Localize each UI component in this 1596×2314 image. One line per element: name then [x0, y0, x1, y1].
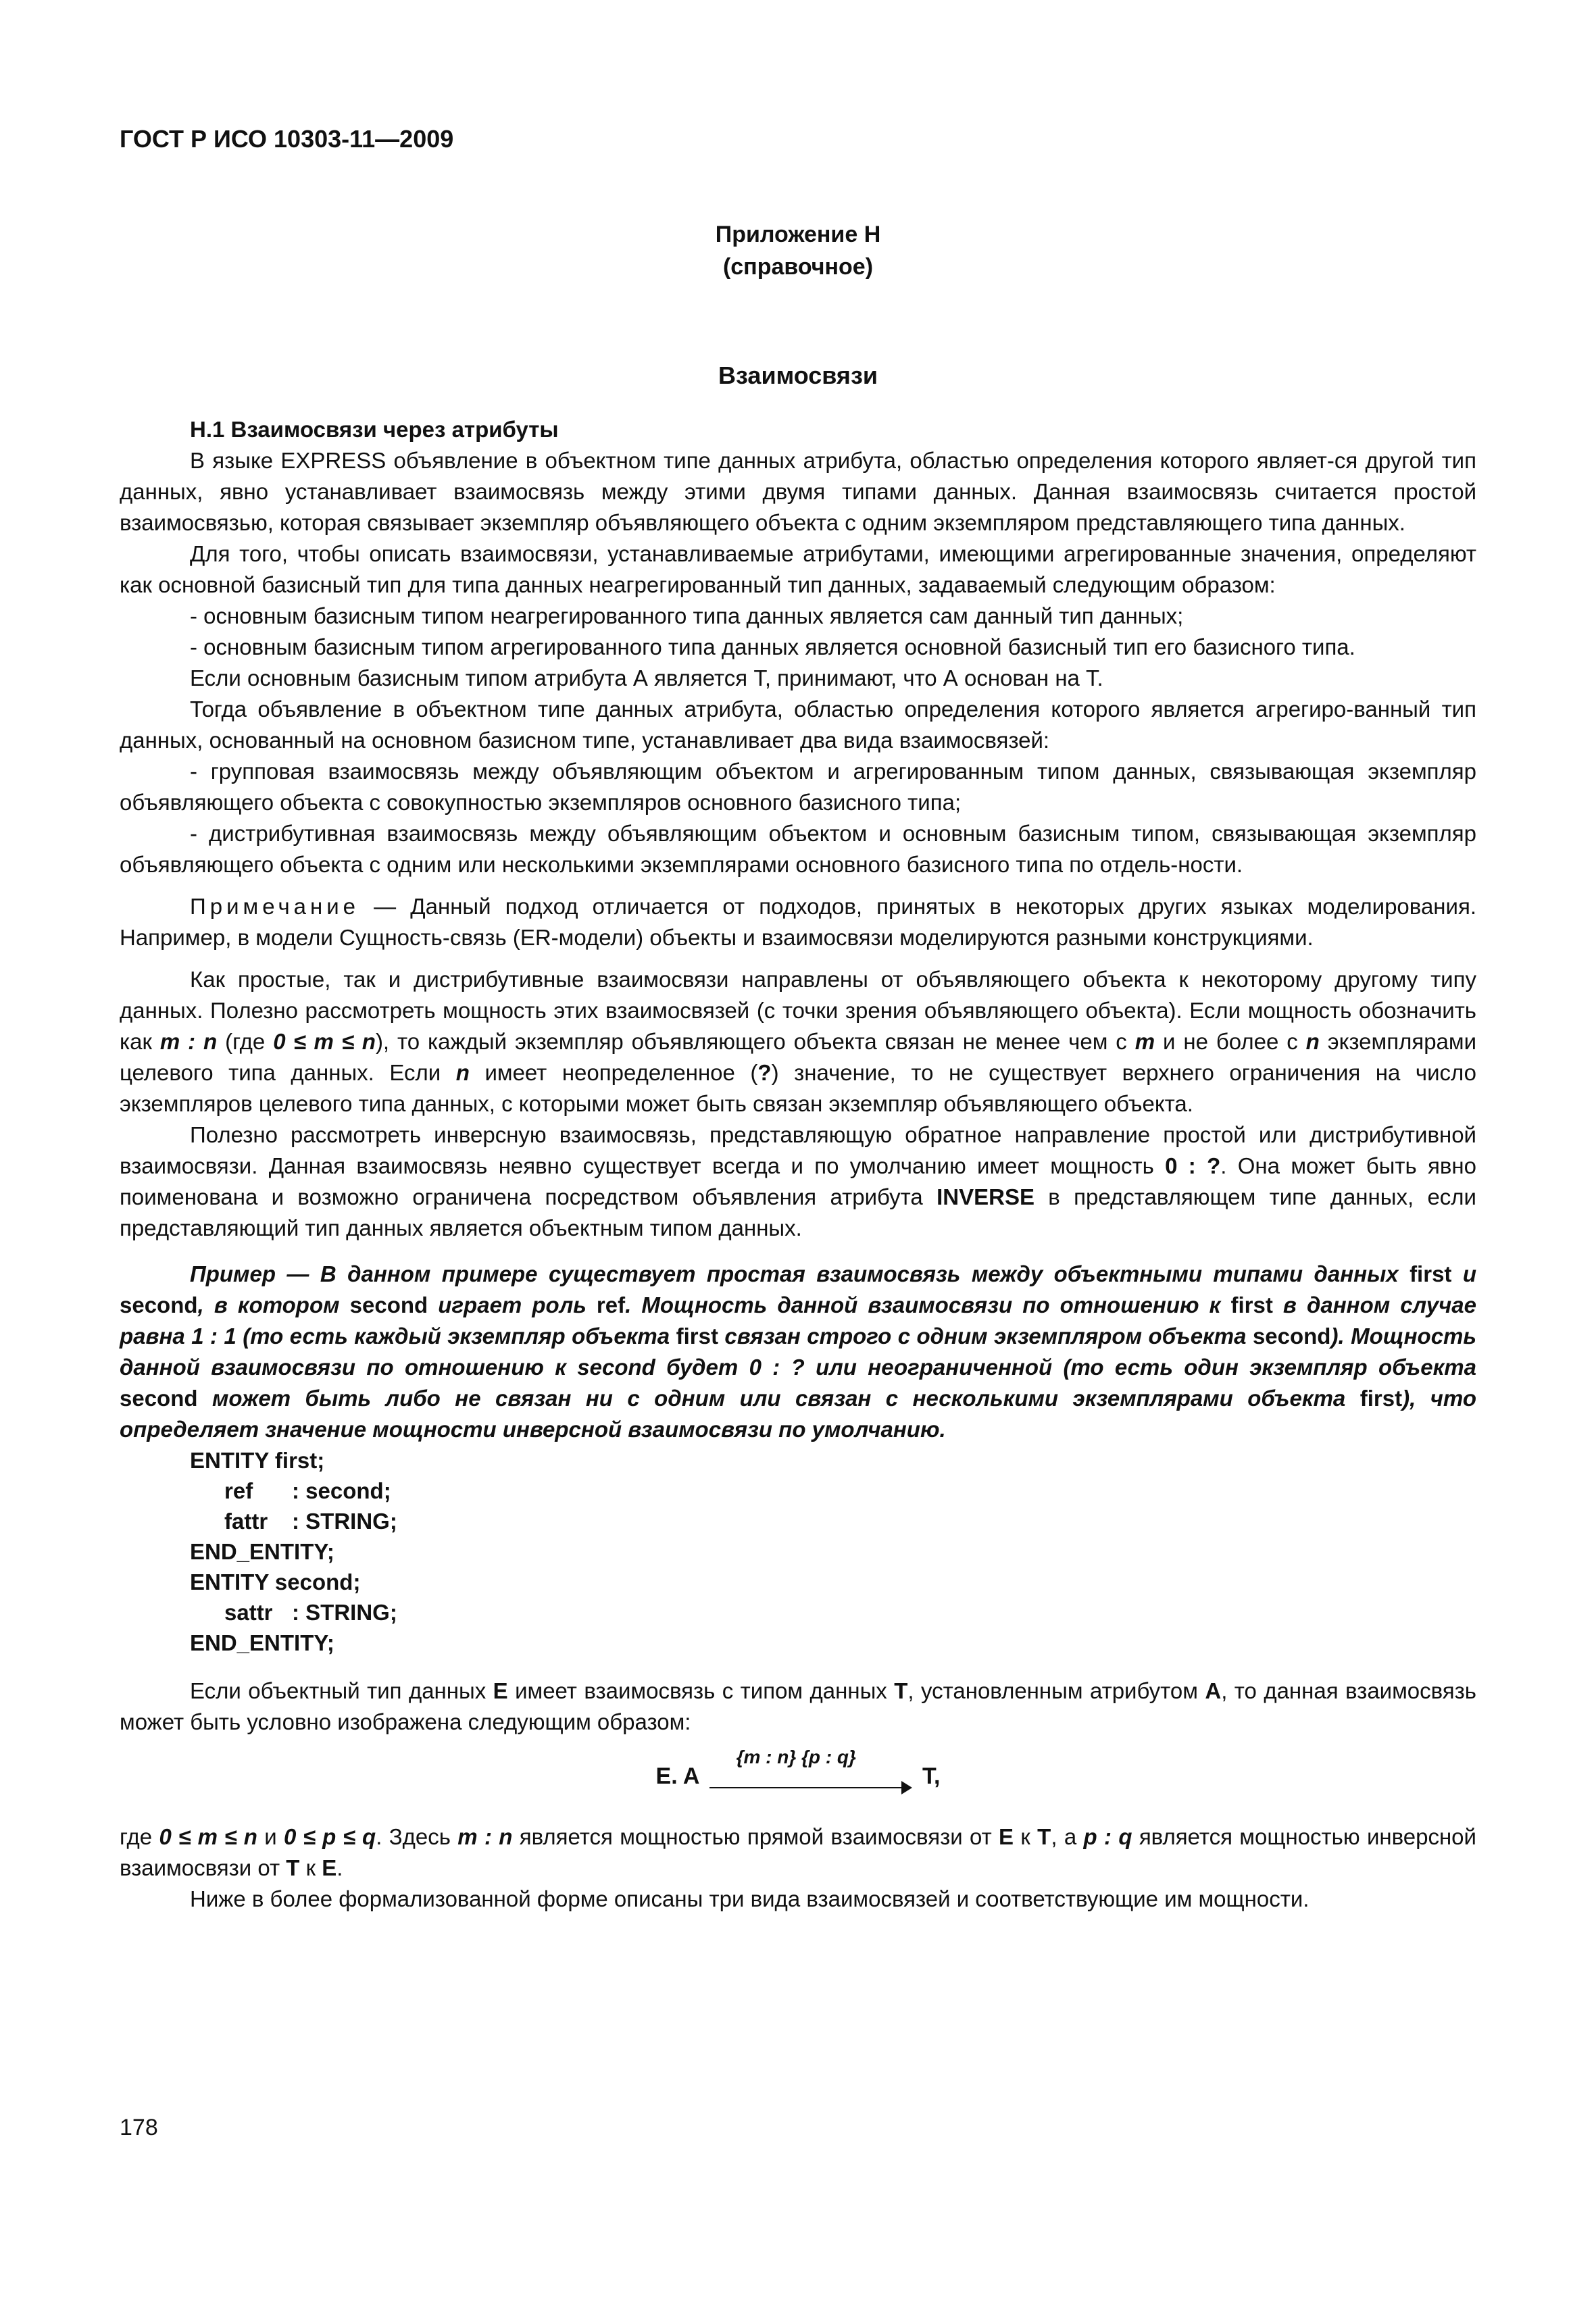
section-title: Взаимосвязи: [718, 361, 878, 389]
code-line: END_ENTITY;: [190, 1539, 334, 1564]
example-block: Пример — В данном примере существует простая взаимосвязь между объектными типами данных first и second, в котором second играет роль ref. Мощность данной взаимосвязи по отношению к first в данном случае равна 1 : 1 (то есть каждый экземпляр объекта first связан строго с одним экземпляром объекта second). Мощность данной взаимосвязи по отношению к second будет 0 : ? или неограниченной (то есть один экземпляр объекта second может быть либо не связан ни с одним или связан с несколькими экземплярами объекта first), что определяет значение мощности инверсной взаимосвязи по умолчанию.: [120, 1261, 1477, 1442]
relationship-formula: [120, 1746, 1476, 1804]
annex-heading: [120, 218, 1476, 283]
arrow-head-icon: [901, 1781, 912, 1794]
paragraph: Ниже в более формализованной форме описаны три вида взаимосвязей и соответствующие им мощности.: [190, 1886, 1310, 1911]
list-item: - дистрибутивная взаимосвязь между объявляющим объектом и основным базисным типом, связывающая экземпляр объявляющего объекта с одним или несколькими экземплярами основного базисного типа по отдель-ности.: [120, 821, 1476, 877]
list-item: - групповая взаимосвязь между объявляющим объектом и агрегированным типом данных, связывающая экземпляр объявляющего объекта с совокупностью экземпляров основного базисного типа;: [120, 759, 1476, 815]
subsection-heading: Н.1 Взаимосвязи через атрибуты: [190, 417, 559, 442]
paragraph-cardinality: Как простые, так и дистрибутивные взаимосвязи направлены от объявляющего объекта к некоторому другому типу данных. Полезно рассмотреть мощность этих взаимосвязей (с точки зрения объявляющего объекта). Если мощность обозначить как m : n (где 0 ≤ m ≤ n), то каждый экземпляр объявляющего объекта связан не менее чем с m и не более с n экземплярами целевого типа данных. Если n имеет неопределенное (?) значение, то не существует верхнего ограничения на число экземпляров целевого типа данных, с которыми может быть связан экземпляр объявляющего объекта.: [120, 967, 1477, 1116]
code-line: fattr : STRING;: [224, 1509, 397, 1534]
arrow-line: [709, 1787, 903, 1788]
code-block: [120, 1445, 1476, 1658]
paragraph-inverse: Полезно рассмотреть инверсную взаимосвязь, представляющую обратное направление простой или дистрибутивной взаимосвязи. Данная взаимосвязь неявно существует всегда и по умолчанию имеет мощность 0 : ?. Она может быть явно поименована и возможно ограничена посредством объявления атрибута INVERSE в представляющем типе данных, если представляющий тип данных является объектным типом данных.: [120, 1122, 1477, 1240]
annex-subtitle: (справочное): [722, 254, 874, 280]
note: [120, 891, 1476, 953]
code-line: ref : second;: [224, 1478, 391, 1503]
list-item: - основным базисным типом неагрегированного типа данных является сам данный тип данных;: [190, 603, 1184, 628]
paragraph: В языке EXPRESS объявление в объектном типе данных атрибута, областью определения которого являет-ся другой тип данных, явно устанавливает взаимосвязь между этими двумя типами данных. Данная взаимосвязь считается простой взаимосвязью, которая связывает экземпляр объявляющего объекта с одним экземпляром представляющего типа данных.: [120, 448, 1476, 535]
paragraph-relationship: Если объектный тип данных E имеет взаимосвязь с типом данных T, установленным атрибутом A, то данная взаимосвязь может быть условно изображена следующим образом:: [120, 1678, 1476, 1734]
document-page: [120, 125, 1476, 1915]
code-line: sattr : STRING;: [224, 1600, 397, 1625]
formula-arrow: [709, 1746, 912, 1791]
code-line: ENTITY second;: [190, 1569, 361, 1594]
document-header: ГОСТ Р ИСО 10303-11—2009: [120, 125, 454, 153]
code-line: ENTITY first;: [190, 1448, 325, 1473]
paragraph: Если основным базисным типом атрибута А является Т, принимают, что А основан на Т.: [190, 665, 1103, 690]
formula-left: E. A: [655, 1763, 699, 1789]
annex-title: Приложение Н: [715, 222, 881, 247]
code-line: END_ENTITY;: [190, 1630, 334, 1655]
page-number: 178: [120, 2115, 158, 2140]
formula-right: T,: [922, 1763, 941, 1789]
note-text: — Данный подход отличается от подходов, принятых в некоторых других языках моделирования. Например, в модели Сущность-связь (ER-модели) объекты и взаимосвязи моделируются разными конструкциями.: [120, 894, 1476, 950]
paragraph-formula-explanation: где 0 ≤ m ≤ n и 0 ≤ p ≤ q. Здесь m : n является мощностью прямой взаимосвязи от E к T, а p : q является мощностью инверсной взаимосвязи от T к E.: [120, 1824, 1476, 1880]
list-item: - основным базисным типом агрегированного типа данных является основной базисный тип его базисного типа.: [190, 634, 1355, 659]
note-label: Примечание: [190, 894, 360, 919]
paragraph: Тогда объявление в объектном типе данных атрибута, областью определения которого является агрегиро-ванный тип данных, основанный на основном базисном типе, устанавливает два вида взаимосвязей:: [120, 697, 1476, 753]
formula-arrow-label: {m : n} {p : q}: [736, 1746, 856, 1768]
paragraph: Для того, чтобы описать взаимосвязи, устанавливаемые атрибутами, имеющими агрегированные значения, определяют как основной базисный тип для типа данных неагрегированный тип данных, задаваемый следующим образом:: [120, 541, 1476, 597]
